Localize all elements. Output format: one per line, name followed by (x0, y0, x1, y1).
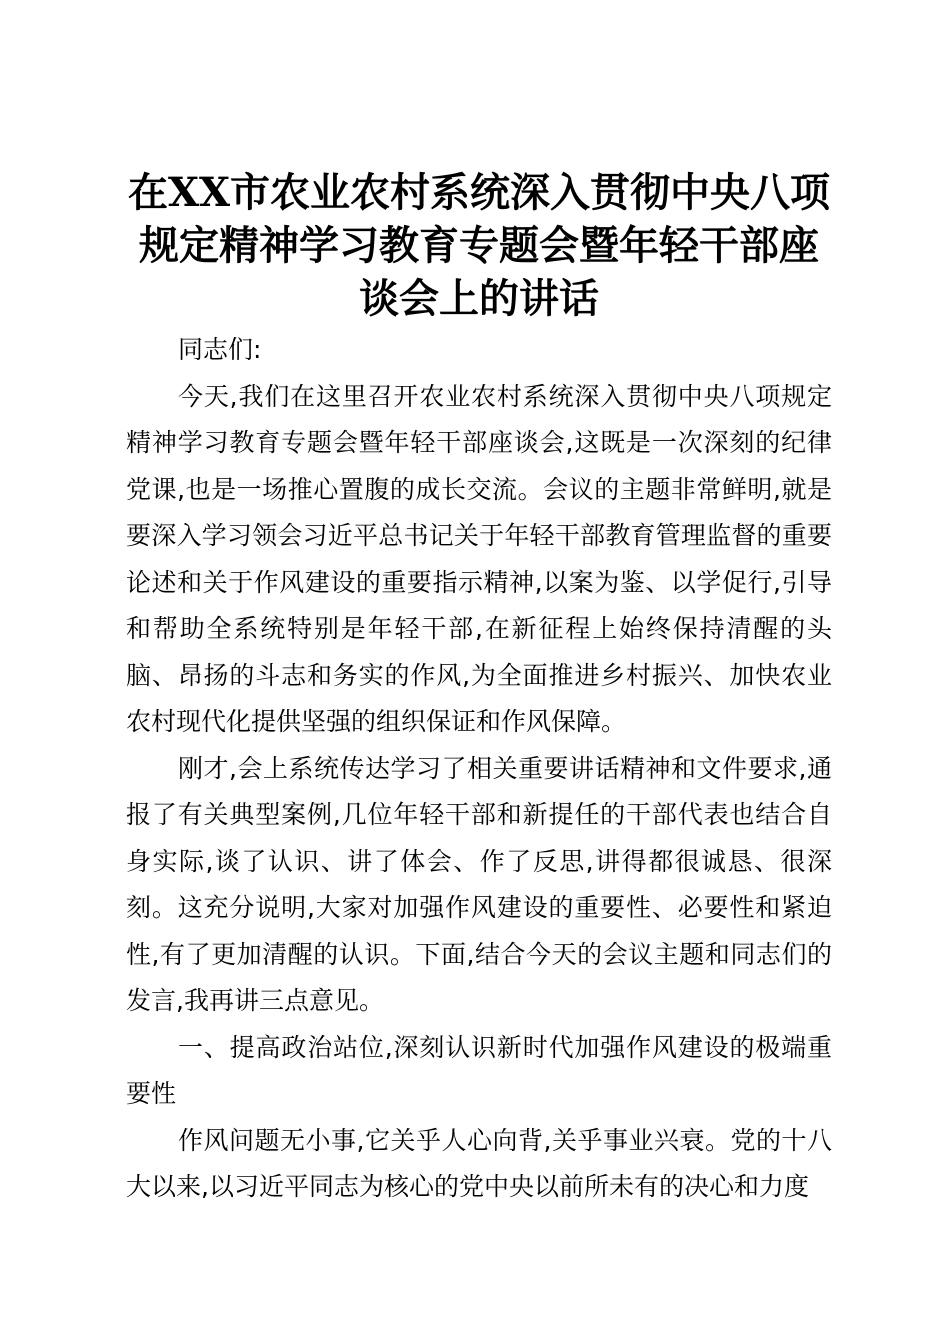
salutation: 同志们: (178, 335, 262, 364)
paragraph-1: 今天,我们在这里召开农业农村系统深入贯彻中央八项规定精神学习教育专题会暨年轻干部座谈会,这既是一次深刻的纪律党课,也是一场推心置腹的成长交流。会议的主题非常鲜明,就是要深入学习领会习近平总书记关于年轻干部教育管理监督的重要论述和关于作风建设的重要指示精神,以案为鉴、以学促行,引导和帮助全系统特别是年轻干部,在新征程上始终保持清醒的头脑、昂扬的斗志和务实的作风,为全面推进乡村振兴、加快农业农村现代化提供坚强的组织保证和作风保障。 (126, 381, 832, 736)
document-title: 在XX市农业农村系统深入贯彻中央八项规定精神学习教育专题会暨年轻干部座谈会上的讲话 (127, 169, 831, 322)
section-heading: 一、提高政治站位,深刻认识新时代加强作风建设的极端重要性 (126, 1032, 832, 1108)
document-body (126, 327, 832, 1211)
paragraph-2: 刚才,会上系统传达学习了相关重要讲话精神和文件要求,通报了有关典型案例,几位年轻干部和新提任的干部代表也结合自身实际,谈了认识、讲了体会、作了反思,讲得都很诚恳、很深刻。这充分说明,大家对加强作风建设的重要性、必要性和紧迫性,有了更加清醒的认识。下面,结合今天的会议主题和同志们的发言,我再讲三点意见。 (126, 753, 832, 1015)
section-paragraph: 作风问题无小事,它关乎人心向背,关乎事业兴衰。党的十八大以来,以习近平同志为核心的党中央以前所未有的决心和力度 (126, 1125, 832, 1201)
